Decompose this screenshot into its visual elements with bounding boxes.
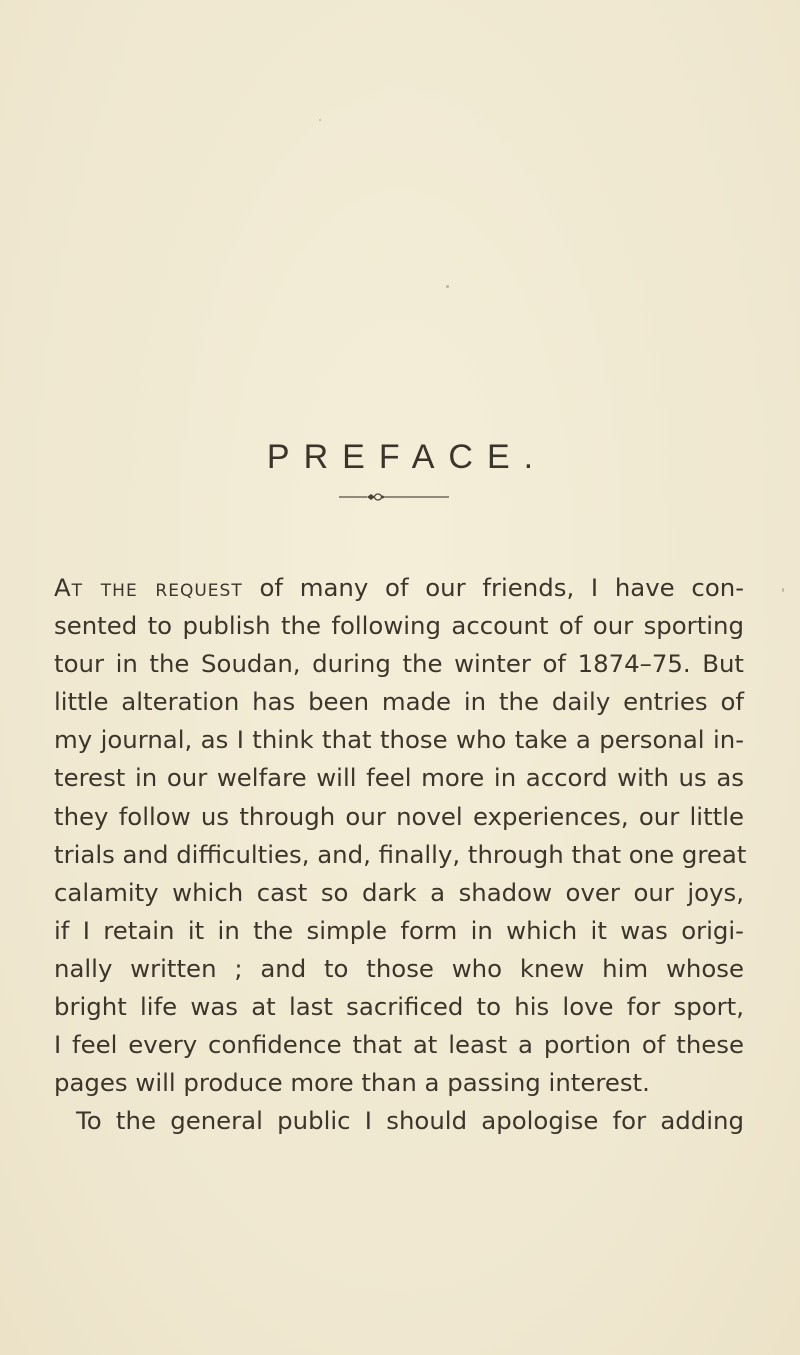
paper-speck — [446, 285, 449, 288]
text-line: my journal, as I think that those who take a personal in- — [54, 725, 744, 755]
text-line: tour in the Soudan, during the winter of 1874–75. But — [54, 649, 744, 679]
text-line: they follow us through our novel experiences, our little — [54, 801, 744, 831]
text-line: bright life was at last sacrificed to his love for sport, — [54, 992, 744, 1022]
preface-body — [54, 569, 747, 1140]
paper-speck — [782, 588, 784, 592]
text-line: little alteration has been made in the daily entries of — [54, 687, 744, 717]
text-line: I feel every confidence that at least a portion of these — [54, 1030, 744, 1060]
text-line: if I retain it in the simple form in which it was origi- — [54, 915, 744, 945]
paper-speck — [319, 119, 321, 121]
lead-in-smallcaps: At the request — [54, 573, 243, 602]
ornament-divider-icon — [339, 490, 459, 504]
text-line-content: of many of our friends, I have con- — [242, 573, 745, 602]
text-line: trials and difficulties, and, finally, through that one great — [54, 839, 747, 869]
text-line: sented to publish the following account of our sporting — [54, 611, 744, 641]
text-line: To the general public I should apologise for adding — [76, 1106, 744, 1136]
text-line: calamity which cast so dark a shadow over our joys, — [54, 877, 744, 907]
text-line: pages will produce more than a passing interest. — [54, 1068, 650, 1098]
text-line: nally written ; and to those who knew him whose — [54, 953, 744, 983]
text-line — [54, 569, 744, 607]
text-line: terest in our welfare will feel more in accord with us as — [54, 763, 744, 793]
page-title: PREFACE. — [266, 438, 548, 476]
